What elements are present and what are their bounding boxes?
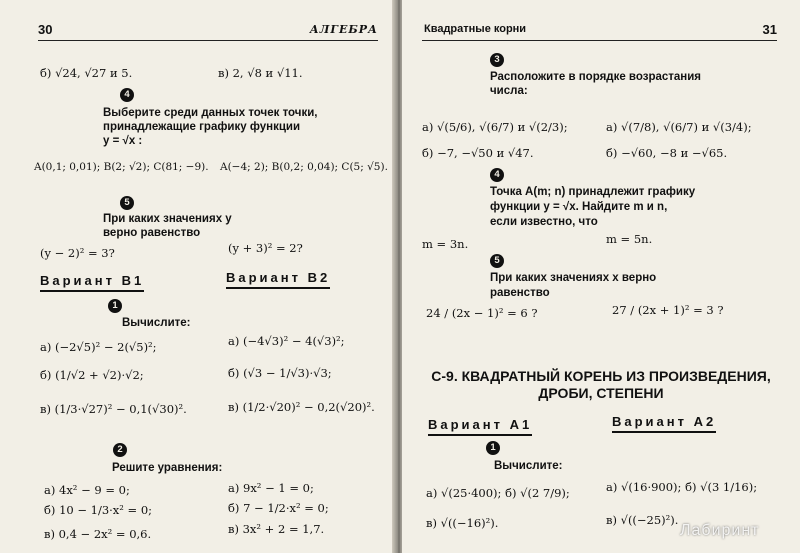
task-5-number: 5 <box>120 196 134 210</box>
right-task-3-a-left: а) √(5/6), √(6/7) и √(2/3); <box>422 120 568 134</box>
left-header-title: АЛГЕБРА <box>309 23 378 36</box>
task-4-number: 4 <box>120 88 134 102</box>
section-title-line-2: ДРОБИ, СТЕПЕНИ <box>538 385 664 401</box>
eq1-item-v: в) 0,4 − 2x² = 0,6. <box>44 527 152 541</box>
right-task-5-number: 5 <box>490 254 504 268</box>
a1-item-v: в) √((−16)²). <box>426 516 499 530</box>
right-task-1-text: Вычислите: <box>494 460 563 472</box>
right-task-3-a-right: а) √(7/8), √(6/7) и √(3/4); <box>606 120 752 134</box>
task-5-eq-a: (y − 2)² = 3? <box>40 246 115 260</box>
right-task-4-text-3: если известно, что <box>490 216 598 228</box>
right-task-5-text-1: При каких значениях x верно <box>490 272 657 284</box>
b1-item-a: а) (−2√5)² − 2(√5)²; <box>40 340 157 354</box>
eq2-item-b: б) 7 − 1/2·x² = 0; <box>228 501 329 515</box>
b2-item-b: б) (√3 − 1/√3)·√3; <box>228 366 332 380</box>
task-2-number: 2 <box>113 443 127 457</box>
left-running-header <box>38 20 378 41</box>
variant-b1-heading: Вариант В1 <box>40 273 144 292</box>
b1-item-b: б) (1/√2 + √2)·√2; <box>40 368 144 382</box>
right-task-4-text-1: Точка A(m; n) принадлежит графику <box>490 186 696 198</box>
right-task-5-text-2: равенство <box>490 287 550 299</box>
task-1-text: Вычислите: <box>122 317 191 329</box>
eq1-item-a: а) 4x² − 9 = 0; <box>44 483 130 497</box>
right-task-4-text-2: функции y = √x. Найдите m и n, <box>490 201 668 213</box>
right-task-3-b-right: б) −√60, −8 и −√65. <box>606 146 728 160</box>
right-task-3-b-left: б) −7, −√50 и √47. <box>422 146 534 160</box>
a2-item-ab: а) √(16·900); б) √(3 1/16); <box>606 480 758 494</box>
b1-item-v: в) (1/3·√27)² − 0,1(√30)². <box>40 402 187 416</box>
right-task-4-cond-b: m = 5n. <box>606 232 653 246</box>
right-task-3-text-1: Расположите в порядке возрастания <box>490 71 702 83</box>
a2-item-v: в) √((−25)²). <box>606 513 679 527</box>
right-page-number: 31 <box>762 22 777 37</box>
task-5-eq-b: (y + 3)² = 2? <box>228 241 303 255</box>
task-2-text: Решите уравнения: <box>112 462 223 474</box>
right-task-5-eq-a: 24 / (2x − 1)² = 6 ? <box>426 306 538 320</box>
a1-item-ab: а) √(25·400); б) √(2 7/9); <box>426 486 570 500</box>
eq2-item-a: а) 9x² − 1 = 0; <box>228 481 314 495</box>
right-header-title: Квадратные корни <box>424 23 527 35</box>
task-4-points-a: A(0,1; 0,01); B(2; √2); C(81; −9). <box>34 161 209 173</box>
b2-item-a: а) (−4√3)² − 4(√3)²; <box>228 334 345 348</box>
variant-a2-heading: Вариант А2 <box>612 414 716 433</box>
eq1-item-b: б) 10 − 1/3·x² = 0; <box>44 503 153 517</box>
section-title-line-1: С-9. КВАДРАТНЫЙ КОРЕНЬ ИЗ ПРОИЗВЕДЕНИЯ, <box>431 368 771 384</box>
task-4-text-2: принадлежащие графику функции <box>103 121 301 133</box>
task-4-text-3: y = √x : <box>103 135 143 147</box>
top-item-b: б) √24, √27 и 5. <box>40 66 133 80</box>
right-task-5-eq-b: 27 / (2x + 1)² = 3 ? <box>612 303 724 317</box>
task-4-text-1: Выберите среди данных точек точки, <box>103 107 318 119</box>
section-title <box>402 368 800 402</box>
variant-a1-heading: Вариант А1 <box>428 417 532 436</box>
left-page-number: 30 <box>38 22 53 37</box>
task-4-points-b: A(−4; 2); B(0,2; 0,04); C(5; √5). <box>220 161 388 173</box>
task-5-text-2: верно равенство <box>103 227 201 239</box>
right-task-3-number: 3 <box>490 53 504 67</box>
right-task-4-number: 4 <box>490 168 504 182</box>
right-task-3-text-2: числа: <box>490 85 528 97</box>
eq2-item-v: в) 3x² + 2 = 1,7. <box>228 522 325 536</box>
top-item-v: в) 2, √8 и √11. <box>218 66 303 80</box>
left-page <box>0 0 396 553</box>
right-task-4-cond-a: m = 3n. <box>422 237 469 251</box>
task-5-text-1: При каких значениях y <box>103 213 232 225</box>
task-1-number: 1 <box>108 299 122 313</box>
b2-item-v: в) (1/2·√20)² − 0,2(√20)². <box>228 400 375 414</box>
watermark: Лабиринт <box>680 522 760 539</box>
variant-b2-heading: Вариант В2 <box>226 270 330 289</box>
right-running-header <box>422 20 777 41</box>
right-task-1-number: 1 <box>486 441 500 455</box>
right-page <box>402 0 800 553</box>
